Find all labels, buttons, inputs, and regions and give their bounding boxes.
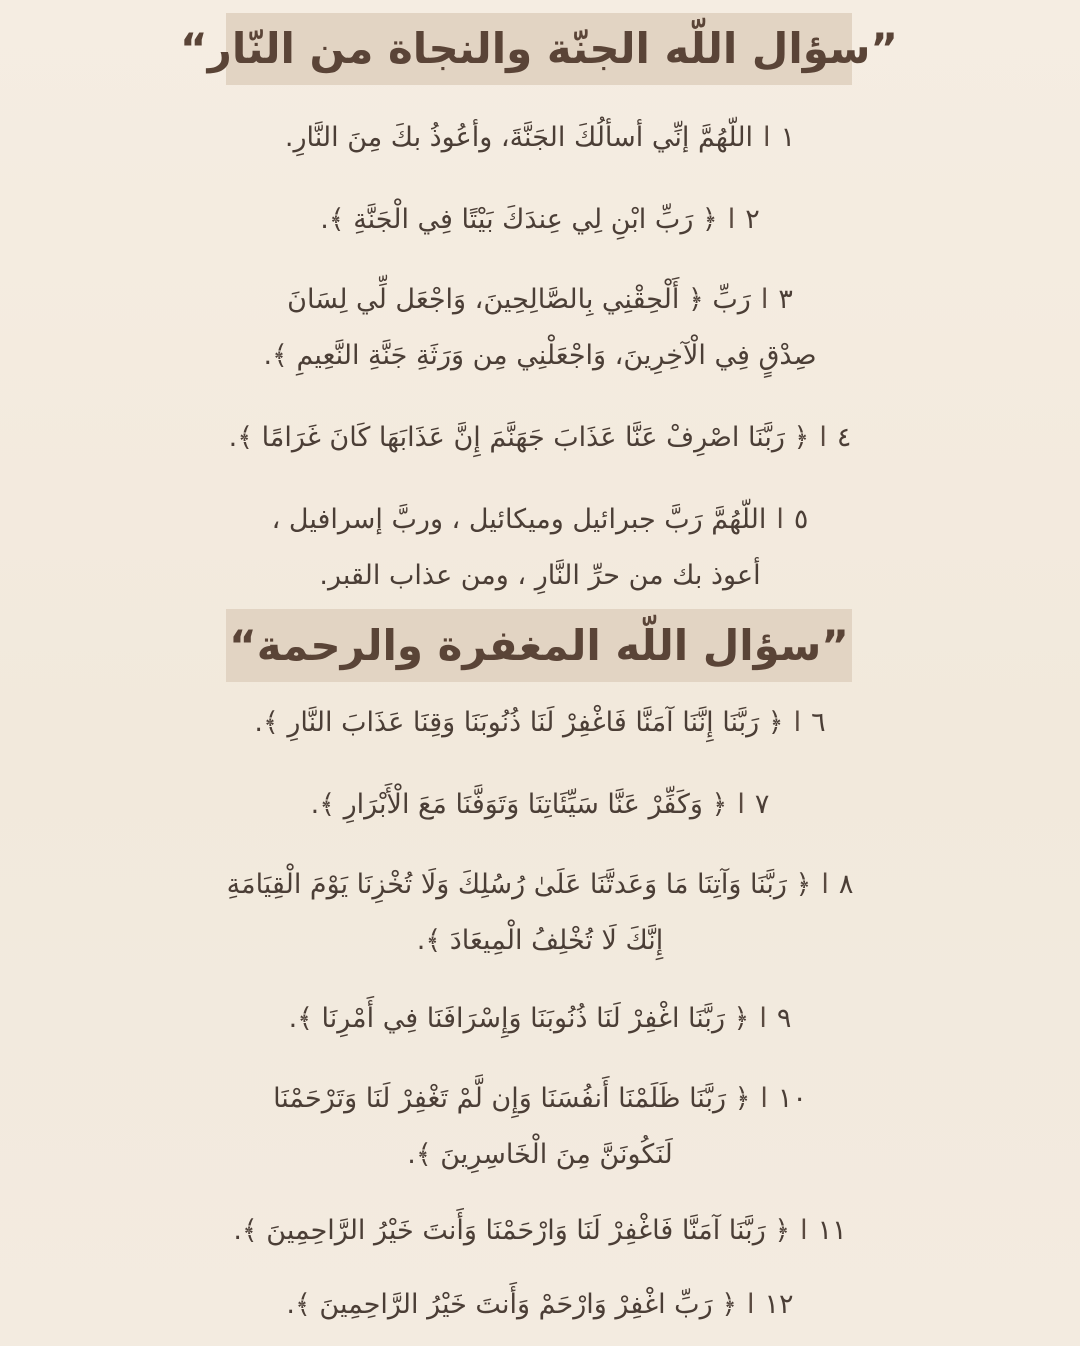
dua-item-10 xyxy=(150,1071,930,1183)
number-separator: ا xyxy=(776,504,784,535)
number-separator: ا xyxy=(759,1003,767,1034)
dua-item-3 xyxy=(150,272,930,384)
number-separator: ا xyxy=(763,122,771,153)
dua-item-7-line-1 xyxy=(150,777,930,833)
dua-item-12 xyxy=(150,1277,930,1333)
dua-text: ﴿ رَبِّ اغْفِرْ وَارْحَمْ وَأَنتَ خَيْرُ الرَّاحِمِينَ ﴾. xyxy=(286,1289,738,1320)
dua-item-5-line-2: أعوذ بك من حرِّ النَّارِ ، ومن عذاب القبر. xyxy=(319,560,761,591)
dua-text: ﴿ وَكَفِّرْ عَنَّا سَيِّئَاتِنَا وَتَوَفَّنَا مَعَ الْأَبْرَارِ ﴾. xyxy=(310,789,728,820)
dua-number: ١١ xyxy=(817,1215,847,1246)
dua-item-3-line-2: صِدْقٍ فِي الْآخِرِينَ، وَاجْعَلْنِي مِن وَرَثَةِ جَنَّةِ النَّعِيمِ ﴾. xyxy=(263,340,817,371)
dua-item-8 xyxy=(150,857,930,969)
dua-text: ﴿ رَبَّنَا اغْفِرْ لَنَا ذُنُوبَنَا وَإِسْرَافَنَا فِي أَمْرِنَا ﴾. xyxy=(288,1003,750,1034)
dua-text: ﴿ رَبَّنَا اصْرِفْ عَنَّا عَذَابَ جَهَنَّمَ إِنَّ عَذَابَهَا كَانَ غَرَامًا ﴾. xyxy=(228,422,810,453)
dua-item-3-line-1 xyxy=(150,272,930,328)
dua-item-4-line-1 xyxy=(150,410,930,466)
dua-item-6-line-1 xyxy=(150,695,930,751)
number-separator: ا xyxy=(800,1215,808,1246)
dua-item-1-line-1 xyxy=(150,110,930,166)
dua-text: ﴿ رَبَّنَا آمَنَّا فَاغْفِرْ لَنَا وَارْحَمْنَا وَأَنتَ خَيْرُ الرَّاحِمِينَ ﴾. xyxy=(233,1215,791,1246)
dua-number: ٨ xyxy=(838,869,854,900)
dua-number: ٢ xyxy=(745,204,760,235)
dua-number: ٣ xyxy=(778,284,793,315)
number-separator: ا xyxy=(793,707,802,738)
section-2-title-banner xyxy=(226,609,852,682)
dua-item-2 xyxy=(150,192,930,248)
dua-item-6 xyxy=(150,695,930,751)
dua-item-1 xyxy=(150,110,930,166)
dua-item-4 xyxy=(150,410,930,466)
dua-number: ١٠ xyxy=(777,1083,807,1114)
dua-text: ﴿ رَبَّنَا وَآتِنَا مَا وَعَدتَّنَا عَلَىٰ رُسُلِكَ وَلَا تُخْزِنَا يَوْمَ الْقِيَامَةِ xyxy=(226,869,812,900)
number-separator: ا xyxy=(760,1083,768,1114)
dua-item-5 xyxy=(150,492,930,604)
dua-number: ٤ xyxy=(836,422,852,453)
dua-item-8-line-1 xyxy=(150,857,930,913)
number-separator: ا xyxy=(737,789,745,820)
section-2-title: ”سؤال اللّه المغفرة والرحمة“ xyxy=(229,620,849,670)
dua-item-8-line-2: إِنَّكَ لَا تُخْلِفُ الْمِيعَادَ ﴾. xyxy=(416,925,664,956)
dua-item-10-line-1 xyxy=(150,1071,930,1127)
dua-number: ٦ xyxy=(811,707,826,738)
section-1-title-banner xyxy=(180,13,898,85)
dua-number: ٩ xyxy=(776,1003,792,1034)
section-1-title: ”سؤال اللّه الجنّة والنجاة من النّار“ xyxy=(180,24,898,73)
dua-item-7 xyxy=(150,777,930,833)
dua-number: ١ xyxy=(780,122,796,153)
dua-item-5-line-1 xyxy=(150,492,930,548)
dua-item-11-line-1 xyxy=(150,1203,930,1259)
dua-number: ٧ xyxy=(754,789,770,820)
dua-text: اللّهُمَّ رَبَّ جبرائيل وميكائيل ، وربَّ إسرافيل ، xyxy=(271,504,767,535)
dua-number: ٥ xyxy=(793,504,809,535)
dua-item-10-line-2: لَنَكُونَنَّ مِنَ الْخَاسِرِينَ ﴾. xyxy=(407,1139,673,1170)
dua-text: ﴿ رَبَّنَا ظَلَمْنَا أَنفُسَنَا وَإِن لَّمْ تَغْفِرْ لَنَا وَتَرْحَمْنَا xyxy=(273,1083,751,1114)
dua-item-2-line-1 xyxy=(150,192,930,248)
number-separator: ا xyxy=(747,1289,755,1320)
dua-item-9-line-1 xyxy=(150,991,930,1047)
number-separator: ا xyxy=(821,869,829,900)
dua-item-12-line-1 xyxy=(150,1277,930,1333)
dua-item-11 xyxy=(150,1203,930,1259)
number-separator: ا xyxy=(727,204,736,235)
dua-text: اللّهُمَّ إنِّي أسألُكَ الجَنَّةَ، وأعُوذُ بكَ مِنَ النَّارِ. xyxy=(284,122,754,153)
dua-text: ﴿ رَبِّ ابْنِ لِي عِندَكَ بَيْتًا فِي الْجَنَّةِ ﴾. xyxy=(320,204,718,235)
number-separator: ا xyxy=(760,284,769,315)
dua-item-9 xyxy=(150,991,930,1047)
number-separator: ا xyxy=(819,422,827,453)
dua-text: ﴿ رَبَّنَا إِنَّنَا آمَنَّا فَاغْفِرْ لَنَا ذُنُوبَنَا وَقِنَا عَذَابَ النَّارِ ﴾. xyxy=(254,707,784,738)
dua-text: رَبِّ ﴿ أَلْحِقْنِي بِالصَّالِحِينَ، وَاجْعَل لِّي لِسَانَ xyxy=(287,284,751,315)
dua-number: ١٢ xyxy=(764,1289,794,1320)
